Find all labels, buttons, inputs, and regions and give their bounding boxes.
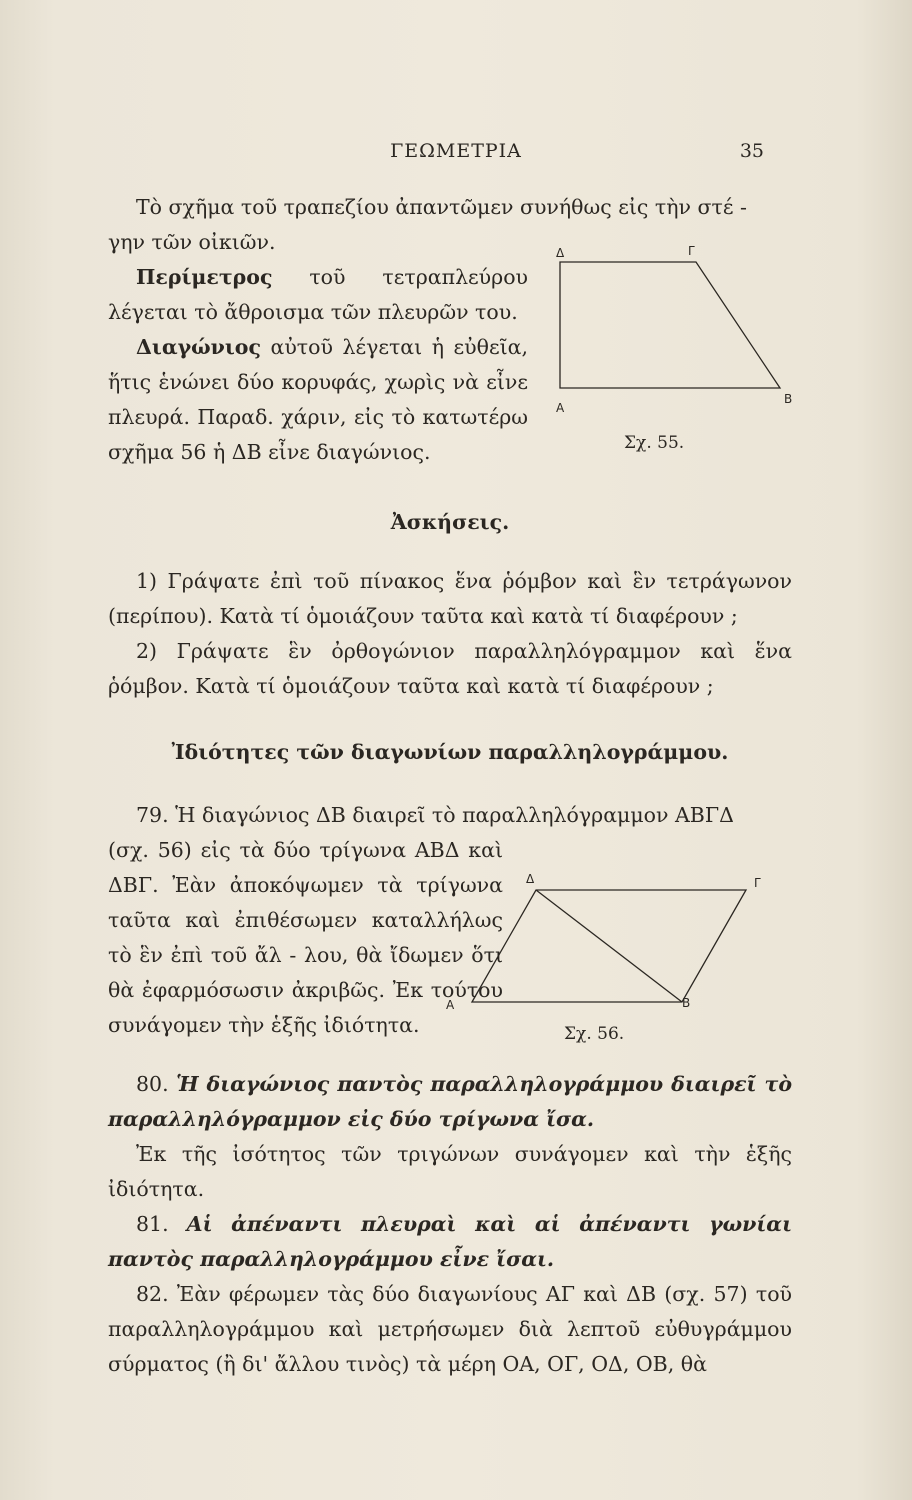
figure-56 [440, 870, 780, 1060]
figure-55-caption: Σχ. 55. [624, 433, 685, 453]
page-header [0, 140, 912, 170]
perimeter-term: Περίμετρος [136, 265, 273, 289]
intro-line-1: Τὸ σχῆμα τοῦ τραπεζίου ἀπαντῶμεν συνήθως εἰς τὴν στέ - [136, 195, 747, 219]
page-body [108, 190, 792, 1382]
label-alpha: Α [446, 998, 455, 1012]
running-title: ΓΕΩΜΕΤΡΙΑ [390, 140, 522, 162]
parallelogram-diagram [440, 870, 780, 1020]
para-80-follow: Ἐκ τῆς ἰσότητος τῶν τριγώνων συνάγομεν καὶ τὴν ἑξῆς ἰδιότητα. [108, 1142, 792, 1201]
para-79-rest: (σχ. 56) εἰς τὰ δύο τρίγωνα ΑΒΔ καὶ ΔΒΓ. Ἐὰν ἀποκόψωμεν τὰ τρίγωνα ταῦτα καὶ ἐπιθέσωμεν καταλλήλως τὸ ἓν ἐπὶ τοῦ ἄλ - λου, θὰ ἴδωμεν ὅτι θὰ ἐφαρμόσωσιν ἀκριβῶς. Ἐκ τούτου συνάγομεν τὴν ἑξῆς ἰδιότητα. [108, 838, 503, 1037]
label-gamma: Γ [688, 244, 695, 258]
label-delta: Δ [556, 246, 565, 260]
diagonal-definition [108, 330, 528, 470]
label-beta: Β [682, 996, 691, 1010]
exercise-1: 1) Γράψατε ἐπὶ τοῦ πίνακος ἕνα ῥόμβον καὶ ἓν τετράγωνον (περίπου). Κατὰ τί ὁμοιάζουν ταῦτα καὶ κατὰ τί διαφέρουν ; [108, 569, 792, 628]
intro-line-2: γην τῶν οἰκιῶν. [108, 230, 276, 254]
para-80-text: Ἡ διαγώνιος παντὸς παραλληλογράμμου διαιρεῖ τὸ παραλληλόγραμμον εἰς δύο τρίγωνα ἴσα. [108, 1072, 793, 1131]
para-81-number: 81. [136, 1212, 187, 1236]
exercise-2: 2) Γράψατε ἓν ὀρθογώνιον παραλληλόγραμμον καὶ ἕνα ῥόμβον. Κατὰ τί ὁμοιάζουν ταῦτα καὶ κατὰ τί διαφέρουν ; [108, 639, 792, 698]
label-beta: Β [784, 392, 793, 406]
label-delta: Δ [526, 872, 535, 886]
perimeter-text: τοῦ τετραπλεύρου λέγεται τὸ ἄθροισμα τῶν πλευρῶν του. [108, 265, 528, 324]
para-81-statement [108, 1207, 792, 1277]
para-79-line-1: 79. Ἡ διαγώνιος ΔΒ διαιρεῖ τὸ παραλληλόγραμμον ΑΒΓΔ [136, 803, 734, 827]
properties-heading: Ἰδιότητες τῶν διαγωνίων παραλληλογράμμου. [171, 740, 729, 764]
page-number: 35 [739, 140, 764, 162]
label-gamma: Γ [754, 876, 761, 890]
para-81-text: Αἱ ἀπέναντι πλευραὶ καὶ αἱ ἀπέναντι γωνίαι παντὸς παραλληλογράμμου εἶνε ἴσαι. [108, 1212, 792, 1271]
perimeter-definition [108, 260, 528, 330]
diagonal-text: αὐτοῦ λέγεται ἡ εὐθεῖα, ἥτις ἑνώνει δύο κορυφάς, χωρὶς νὰ εἶνε πλευρά. Παραδ. χάριν, εἰς τὸ κατωτέρω σχῆμα 56 ἡ ΔΒ εἶνε διαγώνιος. [108, 335, 528, 464]
para-80-number: 80. [136, 1072, 177, 1096]
diagonal-term: Διαγώνιος [136, 335, 261, 359]
exercises-heading: Ἀσκήσεις. [390, 510, 510, 534]
para-82-text: 82. Ἐὰν φέρωμεν τὰς δύο διαγωνίους ΑΓ καὶ ΔΒ (σχ. 57) τοῦ παραλληλογράμμου καὶ μετρήσωμεν διὰ λεπτοῦ εὐθυγράμμου σύρματος (ἢ δι' ἄλλου τινὸς) τὰ μέρη ΟΑ, ΟΓ, ΟΔ, ΟΒ, θὰ [108, 1282, 792, 1376]
label-alpha: Α [556, 401, 565, 415]
figure-56-caption: Σχ. 56. [564, 1024, 625, 1044]
para-80-statement [108, 1067, 792, 1137]
